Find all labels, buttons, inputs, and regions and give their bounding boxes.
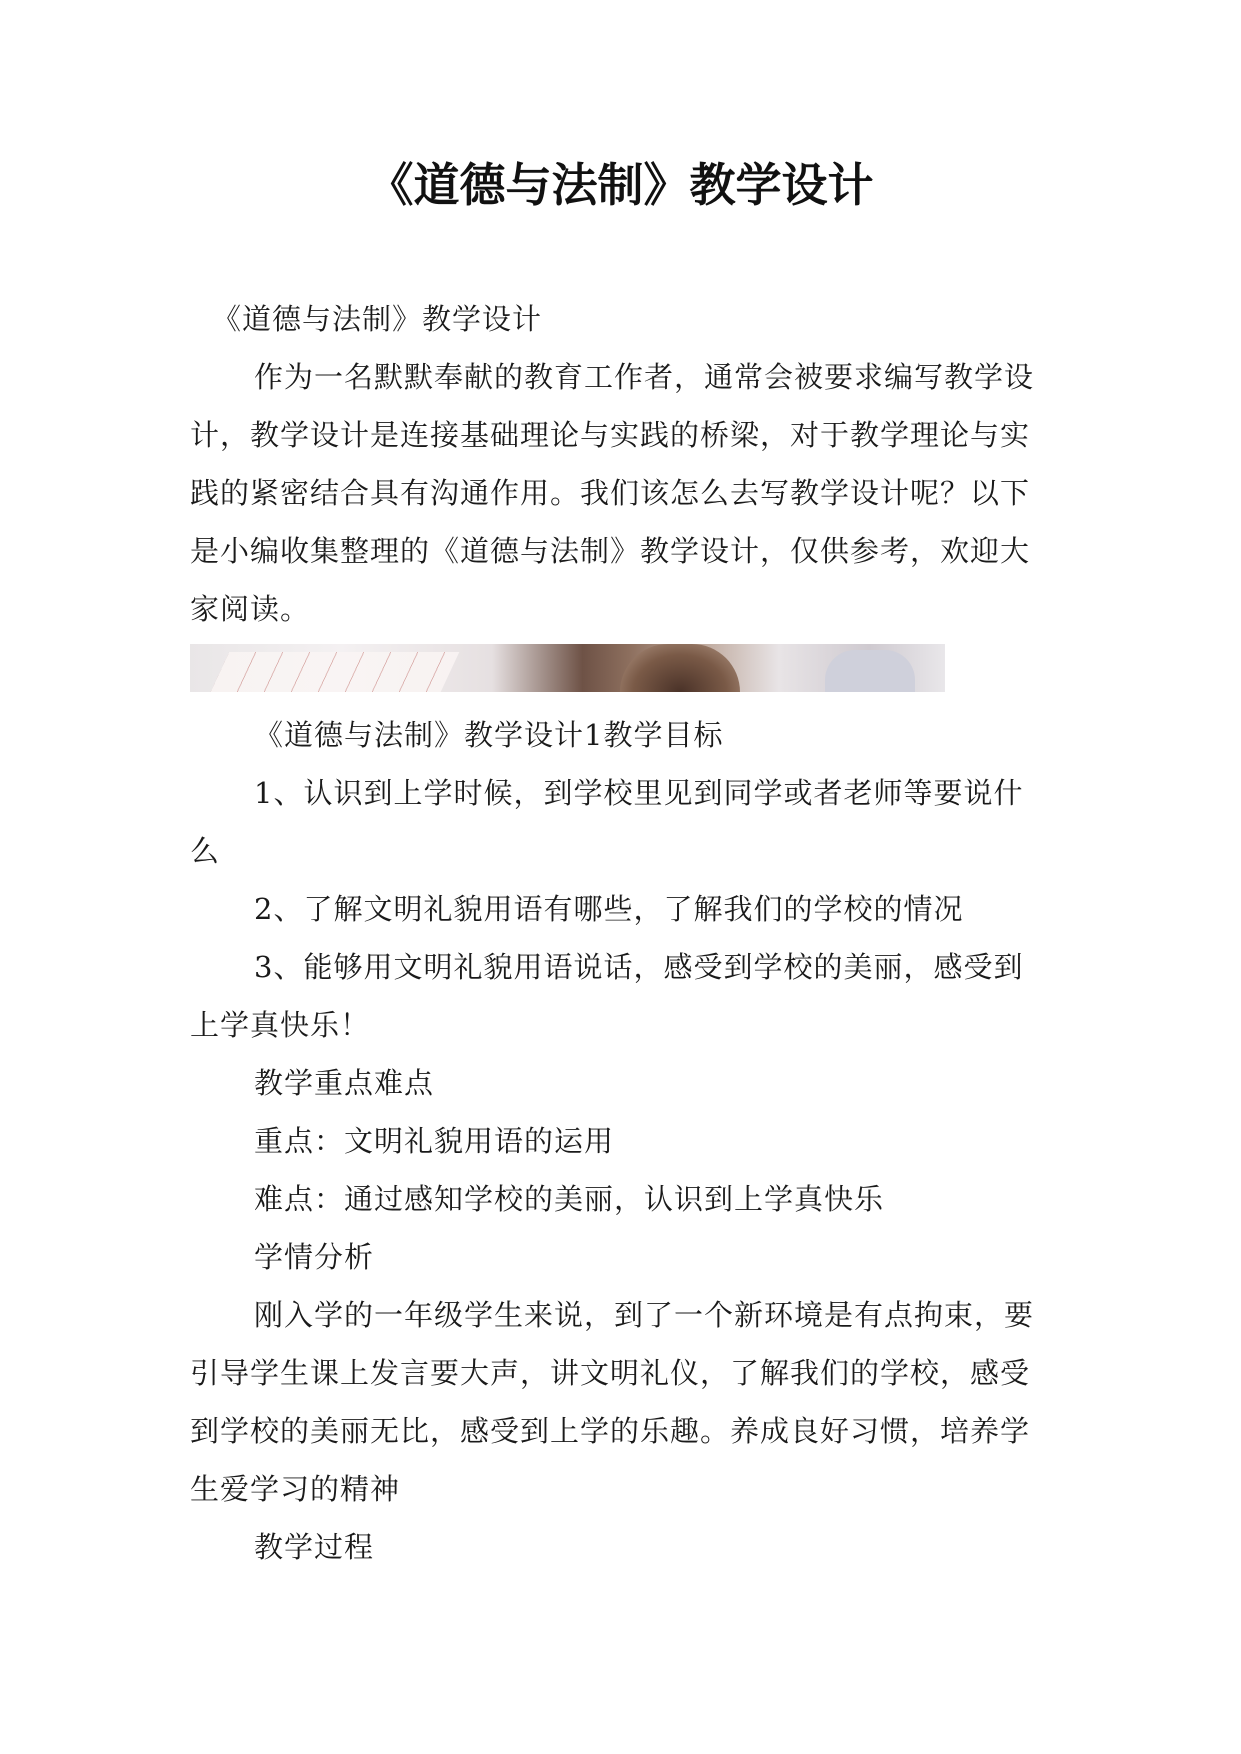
- document-body: [190, 290, 1050, 1576]
- section-heading-line: [190, 706, 1050, 764]
- banner-paper-shape: [211, 652, 460, 692]
- teaching-process-heading: 教学过程: [254, 1530, 375, 1564]
- banner-image: [190, 644, 945, 692]
- student-analysis-heading: 学情分析: [254, 1240, 375, 1274]
- goal-item-2: 2、了解文明礼貌用语有哪些，了解我们的学校的情况: [254, 892, 964, 926]
- intro-paragraph: 作为一名默默奉献的教育工作者，通常会被要求编写教学设计，教学设计是连接基础理论与实践的桥梁，对于教学理论与实践的紧密结合具有沟通作用。我们该怎么去写教学设计呢？以下是小编收集整理的《道德与法制》教学设计，仅供参考，欢迎大家阅读。: [190, 360, 1035, 626]
- difficult-point: 难点：通过感知学校的美丽，认识到上学真快乐: [254, 1182, 885, 1216]
- document-title: 《道德与法制》教学设计: [367, 158, 874, 212]
- key-points-heading: 教学重点难点: [254, 1066, 435, 1100]
- teaching-goals-heading: 教学目标: [603, 718, 724, 752]
- banner-sleeve-shape: [825, 650, 915, 692]
- student-analysis-paragraph: 刚入学的一年级学生来说，到了一个新环境是有点拘束，要引导学生课上发言要大声，讲文明礼仪，了解我们的学校，感受到学校的美丽无比，感受到上学的乐趣。养成良好习惯，培养学生爱学习的精神: [190, 1298, 1035, 1506]
- banner-hair-shape: [620, 644, 740, 692]
- goal-item-1: 1、认识到上学时候，到学校里见到同学或者老师等要说什么: [190, 776, 1024, 868]
- intro-heading: 《道德与法制》教学设计: [212, 302, 543, 336]
- key-point: 重点：文明礼貌用语的运用: [254, 1124, 615, 1158]
- section-title: 《道德与法制》教学设计1: [254, 718, 604, 752]
- goal-item-3: 3、能够用文明礼貌用语说话，感受到学校的美丽，感受到上学真快乐！: [190, 950, 1024, 1042]
